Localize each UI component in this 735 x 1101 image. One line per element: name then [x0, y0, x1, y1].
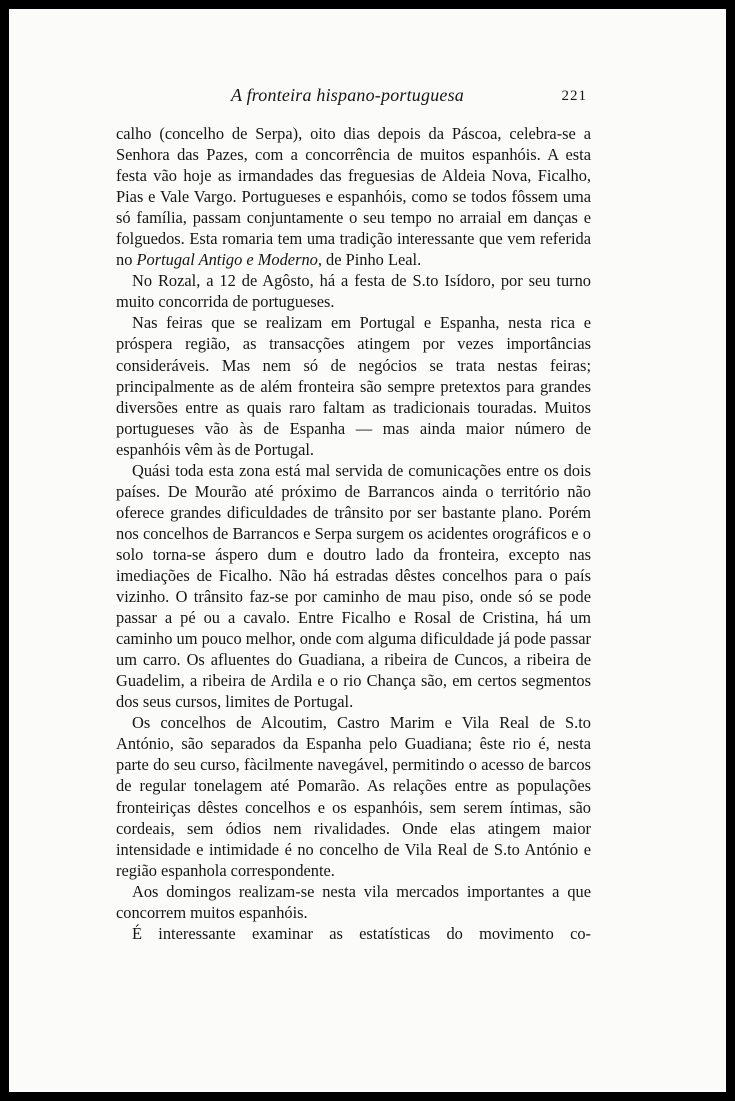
- paragraph-4-text: Quási toda esta zona está mal servida de comunicações entre os dois países. De Mourão até próximo de Barrancos ainda o território não oferece grandes dificuldades de trânsito por ser bastante plano. Porém nos concelhos de Barrancos e Serpa surgem os acidentes orográficos e o solo torna-se áspero dum e doutro lado da fronteira, excepto nas imediações de Ficalho. Não há estradas dêstes concelhos para o país vizinho. O trânsito faz-se por caminho de mau piso, onde só se pode passar a pé ou a cavalo. Entre Ficalho e Rosal de Cristina, há um caminho um pouco melhor, onde com alguma dificuldade já pode passar um carro. Os afluentes do Guadiana, a ribeira de Cuncos, a ribeira de Guadelim, a ribeira de Ardila e o rio Chança são, em certos segmentos dos seus cursos, limites de Portugal.: [116, 460, 591, 712]
- page-number: 221: [561, 88, 587, 104]
- paragraph-5: [116, 712, 591, 880]
- body-text: [116, 123, 591, 944]
- paragraph-3-text: Nas feiras que se realizam em Portugal e Espanha, nesta rica e próspera região, as transacções atingem por vezes importâncias consideráveis. Mas nem só de negócios se trata nestas feiras; principalmente as de além fronteira são sempre pretextos para grandes diversões entre as quais raro faltam as tradicionais touradas. Muitos portugueses vão às de Espanha — mas ainda maior número de espanhóis vêm às de Portugal.: [116, 313, 591, 459]
- paragraph-4: [116, 460, 591, 713]
- paragraph-1-text-b: , de Pinho Leal.: [317, 250, 422, 270]
- book-page: [116, 79, 591, 944]
- paragraph-2: [116, 270, 591, 312]
- book-title-reference: Portugal Antigo e Moderno: [136, 250, 318, 270]
- running-title: A fronteira hispano-portuguesa: [231, 85, 465, 105]
- paragraph-7: [116, 923, 591, 944]
- paragraph-6-text: Aos domingos realizam-se nesta vila mercados importantes a que concorrem muitos espanhóis.: [116, 881, 591, 922]
- paragraph-5-text: Os concelhos de Alcoutim, Castro Marim e Vila Real de S.to António, são separados da Espanha pelo Guadiana; êste rio é, nesta parte do seu curso, fàcilmente navegável, permitindo o acesso de barcos de regular tonelagem até Pomarão. As relações entre as populações fronteiriças dêstes concelhos e os espanhóis, sem serem íntimas, são cordeais, sem ódios nem rivalidades. Onde elas atingem maior intensidade e intimidade é no concelho de Vila Real de S.to António e região espanhola correspondente.: [116, 713, 591, 880]
- paragraph-2-text: No Rozal, a 12 de Agôsto, há a festa de S.to Isídoro, por seu turno muito concorrida de portugueses.: [116, 271, 591, 312]
- paragraph-6: [116, 881, 591, 923]
- paragraph-7-text: É interessante examinar as estatísticas do movimento co-: [132, 923, 591, 943]
- running-header: [116, 79, 591, 103]
- paragraph-3: [116, 312, 591, 459]
- paragraph-1: [116, 123, 591, 270]
- paragraph-1-text-a: calho (concelho de Serpa), oito dias depois da Páscoa, celebra-se a Senhora das Pazes, com a concorrência de muitos espanhóis. A esta festa vão hoje as irmandades das freguesias de Aldeia Nova, Ficalho, Pias e Vale Vargo. Portugueses e espanhóis, como se todos fôssem uma só família, passam conjuntamente o seu tempo no arraial em danças e folguedos. Esta romaria tem uma tradição interessante que vem referida no: [116, 124, 591, 270]
